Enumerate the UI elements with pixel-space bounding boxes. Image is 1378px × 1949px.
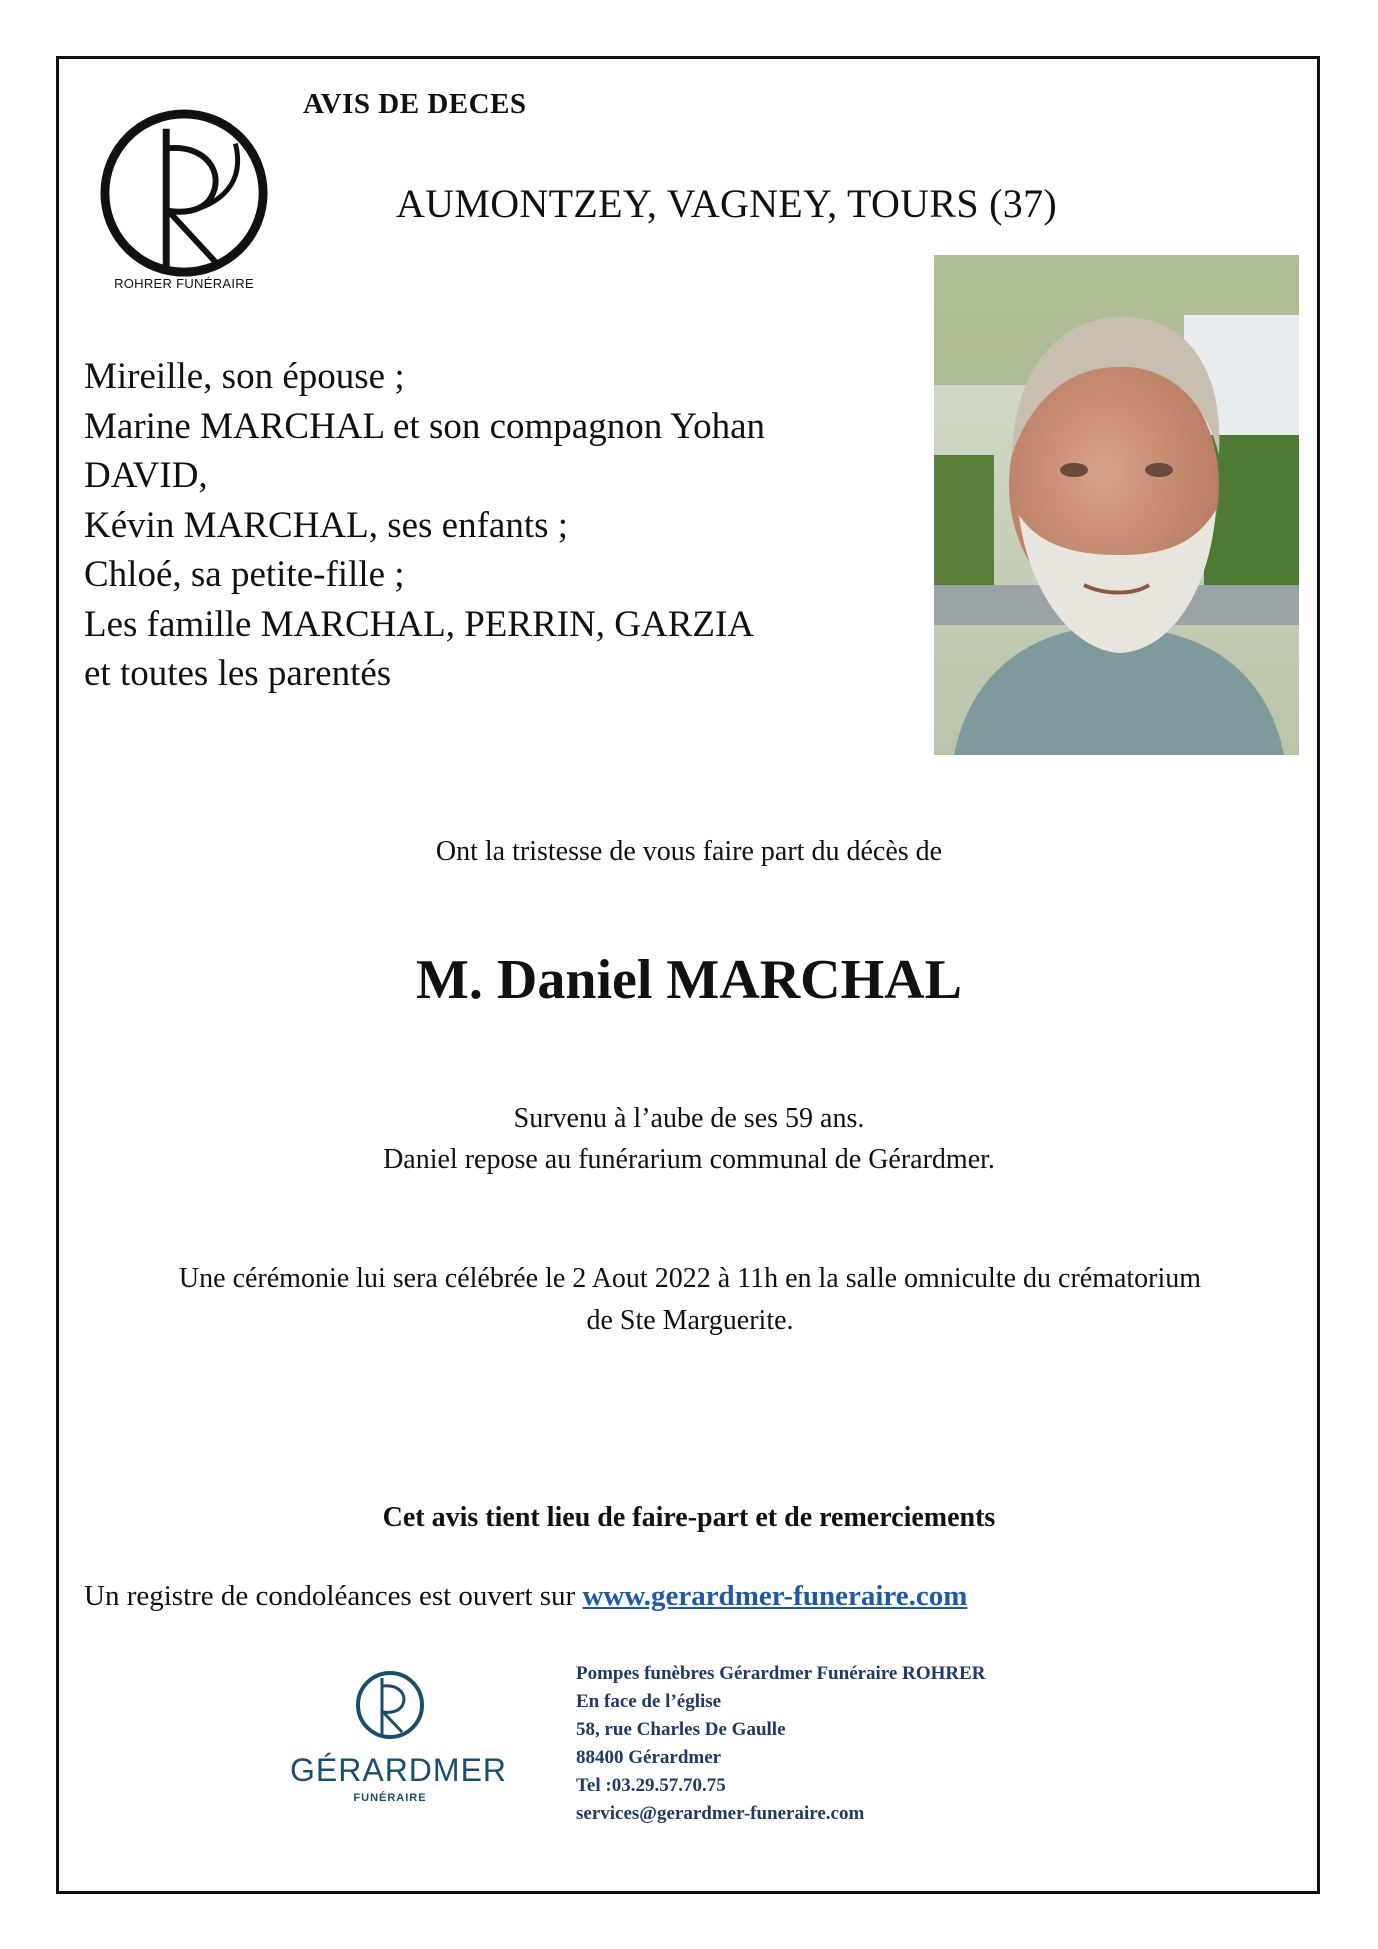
register-link[interactable]: www.gerardmer-funeraire.com <box>582 1580 968 1612</box>
brand-subword: FUNÉRAIRE <box>353 1792 427 1804</box>
contact-email[interactable]: services@gerardmer-funeraire.com <box>576 1803 865 1824</box>
register-line <box>84 1580 967 1613</box>
brand-word: GÉRARDMER <box>290 1752 508 1788</box>
family-line: DAVID, <box>84 455 208 496</box>
family-line: Les famille MARCHAL, PERRIN, GARZIA <box>84 603 755 645</box>
gerardmer-logo-icon <box>290 1660 508 1830</box>
contact-location: En face de l’église <box>576 1691 722 1712</box>
contact-city: 88400 Gérardmer <box>576 1747 722 1768</box>
register-text: Un registre de condoléances est ouvert sur <box>84 1580 583 1612</box>
family-line: Marine MARCHAL et son compagnon Yohan <box>84 405 766 447</box>
ceremony-line: Une cérémonie lui sera célébrée le 2 Aout 2022 à 11h en la salle omniculte du crématorium <box>178 1263 1202 1294</box>
places-line: AUMONTZEY, VAGNEY, TOURS (37) <box>396 181 1058 226</box>
repose-line: Daniel repose au funérarium communal de Gérardmer. <box>383 1144 995 1175</box>
portrait-photo <box>934 255 1299 755</box>
logo-caption: ROHRER FUNÉRAIRE <box>114 276 254 291</box>
page-title: AVIS DE DECES <box>303 88 527 120</box>
deceased-name: M. Daniel MARCHAL <box>416 949 962 1011</box>
family-line: Chloé, sa petite-fille ; <box>84 554 405 595</box>
contact-block <box>576 1660 986 1828</box>
intro-text: Ont la tristesse de vous faire part du décès de <box>435 836 943 867</box>
ceremony-block <box>80 1258 1300 1342</box>
family-line: Kévin MARCHAL, ses enfants ; <box>84 504 569 546</box>
survenu-line: Survenu à l’aube de ses 59 ans. <box>513 1103 865 1134</box>
ceremony-line: de Ste Marguerite. <box>586 1305 794 1336</box>
contact-street: 58, rue Charles De Gaulle <box>576 1719 786 1740</box>
notice-text: Cet avis tient lieu de faire-part et de remerciements <box>382 1502 996 1533</box>
survenu-block <box>0 1098 1378 1180</box>
rohrer-logo-icon <box>97 104 275 282</box>
family-line: Mireille, son épouse ; <box>84 356 405 397</box>
family-line: et toutes les parentés <box>84 653 392 694</box>
family-list <box>84 352 884 699</box>
contact-tel: Tel :03.29.57.70.75 <box>576 1775 726 1796</box>
contact-company: Pompes funèbres Gérardmer Funéraire ROHRER <box>576 1663 986 1684</box>
